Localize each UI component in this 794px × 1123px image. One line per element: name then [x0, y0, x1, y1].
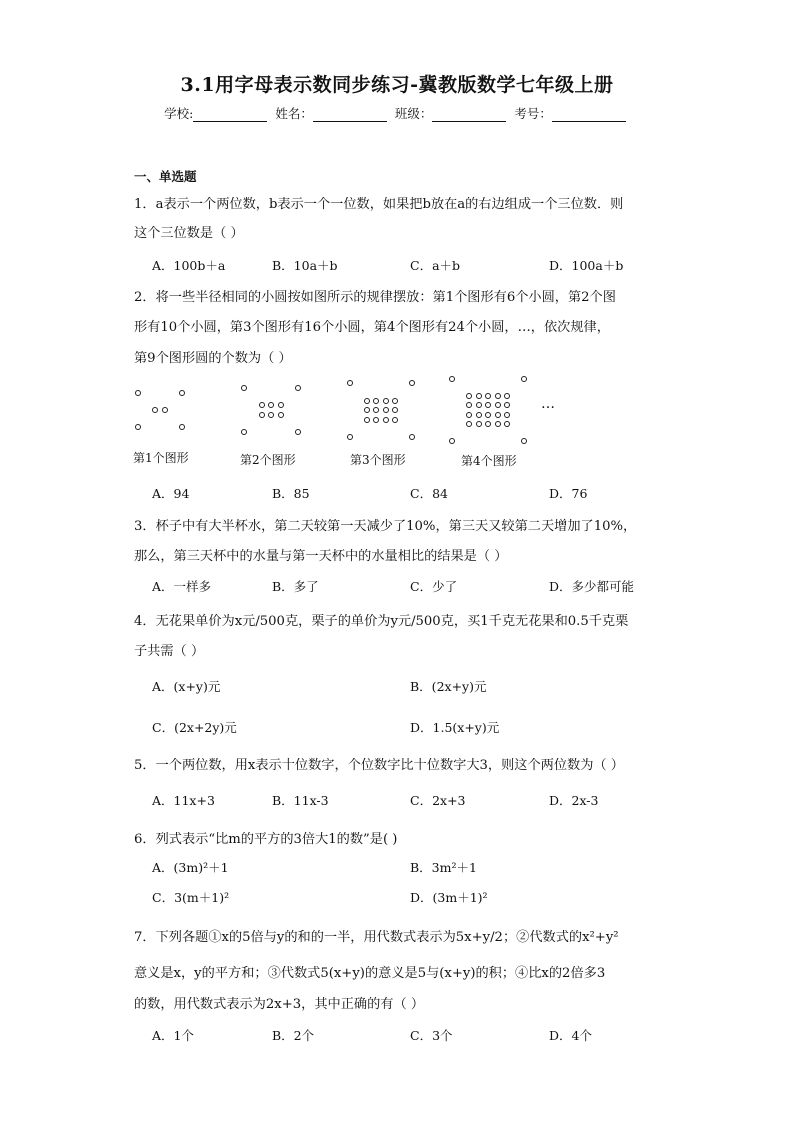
q2-line2: 形有10个小圆，第3个图形有16个小圆，第4个图形有24个小圆，…，依次规律， — [134, 320, 610, 335]
small-circle — [259, 402, 265, 408]
small-circle — [485, 402, 491, 408]
figure-label-3: 第3个图形 — [350, 453, 406, 467]
q3-line2: 那么，第三天杯中的水量与第一天杯中的水量相比的结果是（ ） — [134, 549, 508, 564]
small-circle — [295, 385, 301, 391]
small-circle — [409, 434, 415, 440]
small-circle — [495, 412, 501, 418]
q7-line3: 的数，用代数式表示为2x+3，其中正确的有（ ） — [134, 997, 425, 1012]
small-circle — [476, 412, 482, 418]
q4-line1: 4．无花果单价为x元/500克，栗子的单价为y元/500克，买1千克无花果和0.5千克栗 — [134, 614, 629, 629]
q1-line2: 这个三位数是（ ） — [134, 226, 244, 241]
q6-option-d[interactable]: D．(3m＋1)² — [410, 890, 488, 905]
q5-option-c[interactable]: C．2x+3 — [410, 793, 466, 808]
q7-option-b[interactable]: B．2个 — [272, 1028, 315, 1043]
q4-option-b[interactable]: B．(2x+y)元 — [410, 679, 487, 694]
figure-label-2: 第2个图形 — [240, 453, 296, 467]
small-circle — [383, 407, 389, 413]
small-circle — [466, 412, 472, 418]
q3-option-a[interactable]: A．一样多 — [152, 579, 212, 594]
small-circle — [466, 421, 472, 427]
q3-option-b[interactable]: B．多了 — [272, 579, 319, 594]
small-circle — [485, 393, 491, 399]
q7-line2: 意义是x，y的平方和；③代数式5(x+y)的意义是5与(x+y)的积；④比x的2倍多3 — [134, 966, 606, 981]
section-heading: 一、单选题 — [134, 169, 197, 184]
small-circle — [392, 398, 398, 404]
figure-label-4: 第4个图形 — [461, 454, 517, 468]
small-circle — [135, 424, 141, 430]
small-circle — [476, 421, 482, 427]
small-circle — [392, 417, 398, 423]
small-circle — [268, 412, 274, 418]
q6-option-c[interactable]: C．3(m＋1)² — [152, 890, 230, 905]
small-circle — [179, 424, 185, 430]
q4-option-d[interactable]: D．1.5(x+y)元 — [410, 720, 500, 735]
small-circle — [278, 402, 284, 408]
small-circle — [373, 417, 379, 423]
q5-option-d[interactable]: D．2x-3 — [549, 793, 599, 808]
q3-option-d[interactable]: D．多少都可能 — [549, 579, 635, 594]
q1-option-a[interactable]: A．100b＋a — [152, 258, 226, 273]
q1-option-b[interactable]: B．10a＋b — [272, 258, 338, 273]
q4-option-c[interactable]: C．(2x+2y)元 — [152, 720, 237, 735]
small-circle — [504, 393, 510, 399]
small-circle — [383, 417, 389, 423]
small-circle — [504, 412, 510, 418]
small-circle — [476, 393, 482, 399]
small-circle — [383, 398, 389, 404]
class-label: 班级： — [394, 106, 433, 121]
number-label: 考号： — [514, 106, 552, 121]
small-circle — [449, 438, 455, 444]
small-circle — [347, 434, 353, 440]
q7-option-d[interactable]: D．4个 — [549, 1028, 592, 1043]
q3-option-c[interactable]: C．少了 — [410, 579, 458, 594]
small-circle — [373, 398, 379, 404]
school-label: 学校: — [164, 106, 194, 121]
figure-ellipsis: … — [541, 396, 555, 412]
q2-line3: 第9个图形圆的个数为（ ） — [134, 351, 292, 366]
name-label: 姓名： — [275, 106, 313, 121]
page-title: 3.1用字母表示数同步练习-冀教版数学七年级上册 — [180, 74, 614, 96]
small-circle — [152, 407, 158, 413]
small-circle — [504, 421, 510, 427]
small-circle — [392, 407, 398, 413]
q3-line1: 3．杯子中有大半杯水，第二天较第一天减少了10%，第三天又较第二天增加了10%， — [134, 519, 637, 534]
small-circle — [495, 402, 501, 408]
small-circle — [364, 417, 370, 423]
q4-option-a[interactable]: A．(x+y)元 — [152, 679, 221, 694]
small-circle — [521, 438, 527, 444]
q2-option-d[interactable]: D．76 — [549, 486, 588, 501]
q2-option-a[interactable]: A．94 — [152, 486, 190, 501]
small-circle — [485, 412, 491, 418]
q2-option-b[interactable]: B．85 — [272, 486, 310, 501]
small-circle — [373, 407, 379, 413]
q6-line1: 6．列式表示“比m的平方的3倍大1的数”是( ) — [134, 832, 398, 847]
q6-option-a[interactable]: A．(3m)²＋1 — [152, 860, 229, 875]
small-circle — [179, 390, 185, 396]
q6-option-b[interactable]: B．3m²＋1 — [410, 860, 477, 875]
small-circle — [135, 390, 141, 396]
small-circle — [364, 407, 370, 413]
small-circle — [364, 398, 370, 404]
q5-option-b[interactable]: B．11x-3 — [272, 793, 329, 808]
small-circle — [466, 393, 472, 399]
q1-line1: 1．a表示一个两位数，b表示一个一位数，如果把b放在a的右边组成一个三位数．则 — [134, 197, 624, 212]
q2-line1: 2．将一些半径相同的小圆按如图所示的规律摆放：第1个图形有6个小圆，第2个图 — [134, 290, 616, 305]
small-circle — [504, 402, 510, 408]
q2-option-c[interactable]: C．84 — [410, 486, 448, 501]
small-circle — [241, 385, 247, 391]
small-circle — [259, 412, 265, 418]
q7-option-a[interactable]: A．1个 — [152, 1028, 194, 1043]
q1-option-c[interactable]: C．a＋b — [410, 258, 461, 273]
small-circle — [449, 376, 455, 382]
small-circle — [347, 380, 353, 386]
small-circle — [485, 421, 491, 427]
q1-option-d[interactable]: D．100a＋b — [549, 258, 624, 273]
q5-option-a[interactable]: A．11x+3 — [152, 793, 215, 808]
small-circle — [495, 393, 501, 399]
figure-label-1: 第1个图形 — [133, 451, 189, 465]
q7-option-c[interactable]: C．3个 — [410, 1028, 453, 1043]
small-circle — [241, 429, 247, 435]
small-circle — [278, 412, 284, 418]
small-circle — [162, 407, 168, 413]
small-circle — [268, 402, 274, 408]
small-circle — [476, 402, 482, 408]
small-circle — [495, 421, 501, 427]
q4-line2: 子共需（ ） — [134, 644, 205, 659]
small-circle — [521, 376, 527, 382]
q7-line1: 7．下列各题①x的5倍与y的和的一半，用代数式表示为5x+y/2；②代数式的x²+y² — [134, 930, 619, 945]
small-circle — [409, 380, 415, 386]
q5-line1: 5．一个两位数，用x表示十位数字，个位数字比十位数字大3，则这个两位数为（ ） — [134, 758, 624, 773]
small-circle — [295, 429, 301, 435]
small-circle — [466, 402, 472, 408]
